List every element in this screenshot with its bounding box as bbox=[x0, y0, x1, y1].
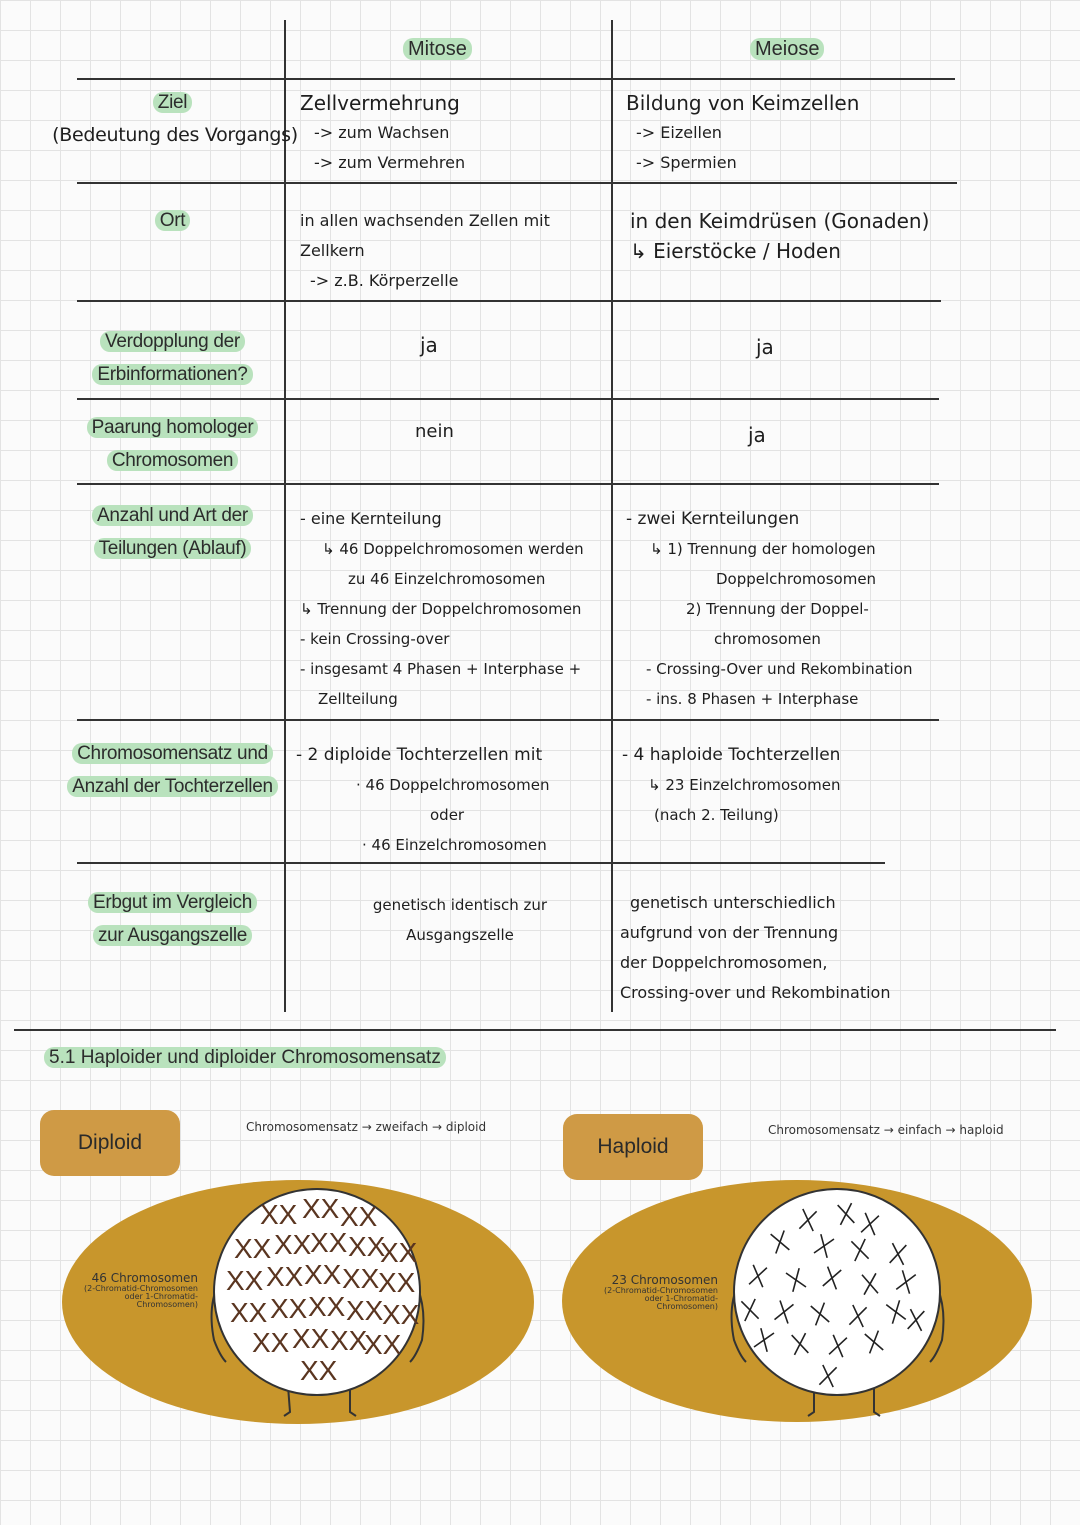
row-label-verdopplung: Verdopplung der Erbinformationen? bbox=[60, 325, 285, 391]
row-label-ort: Ort bbox=[60, 204, 285, 237]
row-line bbox=[77, 483, 939, 485]
diploid-figure bbox=[200, 1180, 440, 1430]
diploid-count-label: 46 Chromosomen (2-Chromatid-Chromosomen oder 1-Chromatid-Chromosomen) bbox=[84, 1271, 198, 1310]
chromosome-pair: XX bbox=[260, 1199, 298, 1230]
diploid-caption: Chromosomensatz → zweifach → diploid bbox=[246, 1120, 487, 1134]
chromosome-pair: XX bbox=[302, 1193, 340, 1224]
cell-chromosomensatz-mitose: - 2 diploide Tochterzellen mit · 46 Doppelchromosomen oder · 46 Einzelchromosomen bbox=[296, 745, 550, 854]
haploid-badge: Haploid bbox=[563, 1114, 703, 1180]
row-label-erbgut: Erbgut im Vergleich zur Ausgangszelle bbox=[60, 886, 285, 952]
row-line bbox=[77, 182, 957, 184]
chromosome-pair: XX bbox=[382, 1299, 420, 1330]
haploid-count-label: 23 Chromosomen (2-Chromatid-Chromosomen oder 1-Chromatid-Chromosomen) bbox=[604, 1273, 718, 1312]
cell-verdopplung-meiose: ja bbox=[756, 335, 774, 359]
chromosome-pair: XX bbox=[340, 1201, 378, 1232]
chromosome-pair: XX bbox=[364, 1329, 402, 1360]
row-label-teilungen: Anzahl und Art der Teilungen (Ablauf) bbox=[60, 499, 285, 565]
row-line bbox=[77, 862, 885, 864]
cell-paarung-mitose: nein bbox=[415, 421, 454, 442]
row-label-paarung: Paarung homologer Chromosomen bbox=[60, 411, 285, 477]
chromosome-pair: XX bbox=[230, 1297, 268, 1328]
cell-ort-mitose: in allen wachsenden Zellen mit Zellkern -> z.B. Körperzelle bbox=[300, 211, 550, 290]
chromosome-pair: XX bbox=[310, 1227, 348, 1258]
haploid-figure bbox=[720, 1180, 960, 1430]
chromosome-pair: XX bbox=[342, 1263, 380, 1294]
cell-chromosomensatz-meiose: - 4 haploide Tochterzellen ↳ 23 Einzelchromosomen (nach 2. Teilung) bbox=[622, 745, 841, 824]
chromosome-pair: XX bbox=[234, 1233, 272, 1264]
right-leg bbox=[350, 1386, 356, 1416]
header-mitose: Mitose bbox=[403, 36, 472, 61]
chromosome-pair: XX bbox=[346, 1295, 384, 1326]
chromosome-pair: XX bbox=[378, 1267, 416, 1298]
chromosome-pair: XX bbox=[226, 1265, 264, 1296]
right-leg bbox=[874, 1386, 880, 1416]
haploid-caption: Chromosomensatz → einfach → haploid bbox=[768, 1123, 1004, 1137]
chromosome-pair: XX bbox=[274, 1229, 312, 1260]
cell-ziel-mitose: Zellvermehrung -> zum Wachsen -> zum Vermehren bbox=[300, 91, 466, 172]
cell-teilungen-mitose: - eine Kernteilung ↳ 46 Doppelchromosomen werden zu 46 Einzelchromosomen ↳ Trennung der Doppelchromosomen - kein Crossing-over - insgesamt 4 Phasen + Interphase + Zellteilung bbox=[300, 509, 584, 708]
header-meiose: Meiose bbox=[750, 36, 824, 61]
section-divider bbox=[14, 1029, 1056, 1031]
row-line bbox=[77, 719, 939, 721]
chromosome-pair: XX bbox=[348, 1231, 386, 1262]
chromosome-pair: XX bbox=[300, 1355, 338, 1386]
cell-paarung-meiose: ja bbox=[748, 423, 766, 447]
chromosome-pair: XX bbox=[270, 1293, 308, 1324]
row-line bbox=[77, 300, 941, 302]
chromosome-pair: XX bbox=[308, 1291, 346, 1322]
cell-teilungen-meiose: - zwei Kernteilungen ↳ 1) Trennung der homologen Doppelchromosomen 2) Trennung der Doppel- chromosomen - Crossing-Over und Rekombination - ins. 8 Phasen + Interphase bbox=[626, 509, 913, 708]
row-line bbox=[77, 78, 955, 80]
chromosome-pair: XX bbox=[252, 1327, 290, 1358]
cell-verdopplung-mitose: ja bbox=[420, 333, 438, 357]
row-line bbox=[77, 398, 939, 400]
row-label-chromosomensatz: Chromosomensatz und Anzahl der Tochterzellen bbox=[60, 737, 285, 803]
diploid-badge: Diploid bbox=[40, 1110, 180, 1176]
cell-erbgut-meiose: genetisch unterschiedlich aufgrund von der Trennung der Doppelchromosomen, Crossing-over und Rekombination bbox=[620, 893, 891, 1002]
chromosome-pair: XX bbox=[380, 1237, 418, 1268]
cell-erbgut-mitose: genetisch identisch zur Ausgangszelle bbox=[372, 896, 548, 944]
section-heading: 5.1 Haploider und diploider Chromosomensatz bbox=[44, 1046, 446, 1069]
chromosome-pair: XX bbox=[266, 1261, 304, 1292]
chromosome-pair: XX bbox=[330, 1325, 368, 1356]
cell-ziel-meiose: Bildung von Keimzellen -> Eizellen -> Spermien bbox=[626, 91, 860, 172]
row-label-ziel: Ziel (Bedeutung des Vorgangs) bbox=[52, 92, 298, 146]
chromosome-pair: XX bbox=[304, 1259, 342, 1290]
cell-ort-meiose: in den Keimdrüsen (Gonaden) ↳ Eierstöcke / Hoden bbox=[630, 209, 930, 263]
chromosome-pair: XX bbox=[292, 1323, 330, 1354]
